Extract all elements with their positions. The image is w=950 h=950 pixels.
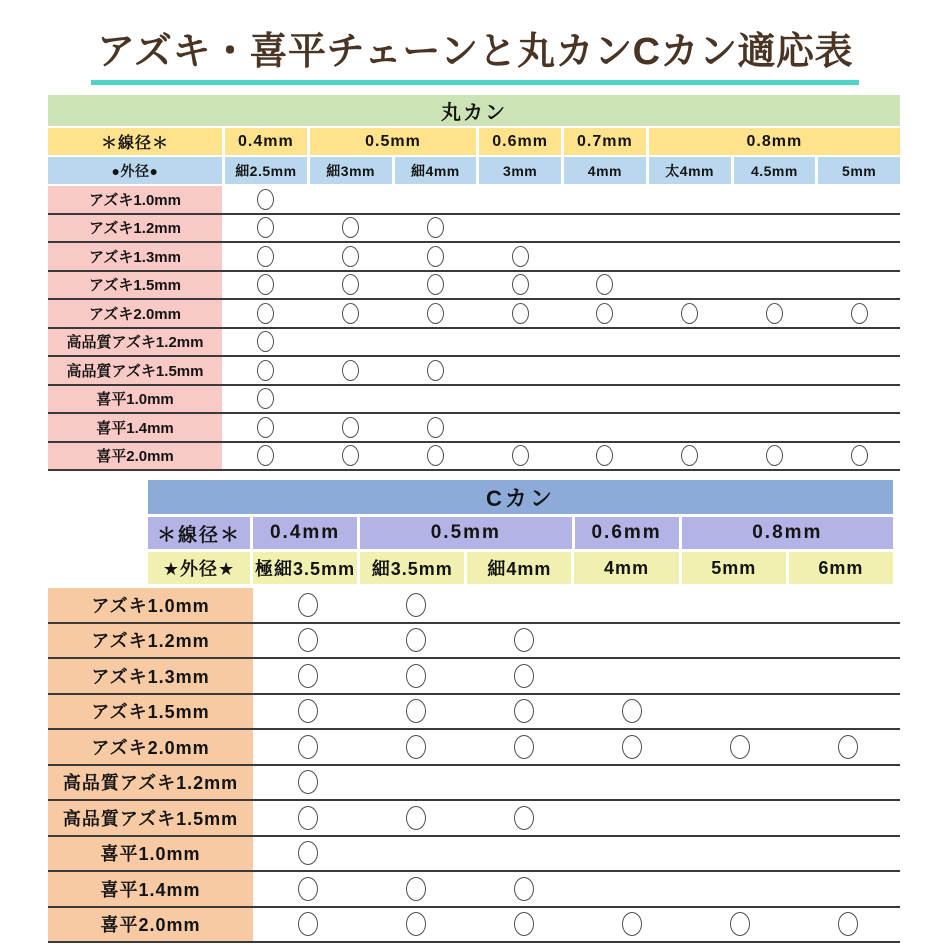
compat-cell bbox=[818, 329, 900, 356]
marukan-table-row bbox=[48, 186, 900, 215]
compatible-circle-icon bbox=[406, 735, 426, 759]
ckan-wire-diameter-label: ＊線径＊ bbox=[148, 517, 250, 549]
marukan-wire-diameter-label: ＊線径＊ bbox=[48, 128, 222, 155]
compat-cell bbox=[687, 908, 792, 942]
compat-cell bbox=[395, 300, 477, 327]
row-label: 喜平1.4mm bbox=[48, 872, 253, 906]
compat-cell bbox=[479, 215, 561, 242]
compat-cell bbox=[310, 414, 392, 441]
compat-cell bbox=[395, 186, 477, 213]
compat-cell bbox=[564, 272, 646, 299]
marukan-table-row bbox=[48, 272, 900, 301]
compat-cell bbox=[364, 624, 469, 658]
compat-cell bbox=[734, 329, 816, 356]
compat-cell bbox=[225, 357, 307, 384]
marukan-table-row bbox=[48, 357, 900, 386]
compat-cell bbox=[564, 215, 646, 242]
page-header bbox=[0, 20, 950, 85]
compat-cell bbox=[310, 329, 392, 356]
compatible-circle-icon bbox=[512, 445, 529, 466]
ckan-table-header bbox=[148, 480, 893, 584]
row-label: アズキ1.3mm bbox=[48, 659, 253, 693]
ckan-table-row bbox=[48, 801, 900, 837]
marukan-table-row bbox=[48, 414, 900, 443]
compatible-circle-icon bbox=[514, 912, 534, 936]
compatible-circle-icon bbox=[514, 806, 534, 830]
compatible-circle-icon bbox=[427, 274, 444, 295]
compat-cell bbox=[795, 695, 900, 729]
compatible-circle-icon bbox=[257, 274, 274, 295]
compatible-circle-icon bbox=[406, 699, 426, 723]
compat-cell bbox=[395, 357, 477, 384]
compat-cell bbox=[479, 186, 561, 213]
compat-cell bbox=[580, 624, 685, 658]
compat-cell bbox=[734, 443, 816, 470]
row-label: アズキ2.0mm bbox=[48, 730, 253, 764]
compat-cell bbox=[225, 329, 307, 356]
compatible-circle-icon bbox=[298, 593, 318, 617]
compat-cell bbox=[225, 186, 307, 213]
compat-cell bbox=[649, 386, 731, 413]
compat-cell bbox=[395, 243, 477, 270]
compat-cell bbox=[734, 272, 816, 299]
compatible-circle-icon bbox=[257, 246, 274, 267]
row-label: 高品質アズキ1.2mm bbox=[48, 329, 222, 356]
ckan-table-row bbox=[48, 908, 900, 944]
compat-cell bbox=[580, 695, 685, 729]
compatible-circle-icon bbox=[342, 417, 359, 438]
ckan-wire-diameter-row bbox=[148, 517, 893, 549]
compatible-circle-icon bbox=[622, 699, 642, 723]
compat-cell bbox=[649, 329, 731, 356]
row-label: アズキ1.2mm bbox=[48, 624, 253, 658]
compat-cell bbox=[310, 272, 392, 299]
compat-cell bbox=[364, 766, 469, 800]
compat-cell bbox=[479, 243, 561, 270]
compat-cell bbox=[472, 872, 577, 906]
compatible-circle-icon bbox=[838, 735, 858, 759]
ckan-wire-diameter-value: 0.8mm bbox=[682, 517, 893, 549]
row-label: 喜平1.4mm bbox=[48, 414, 222, 441]
compatible-circle-icon bbox=[342, 360, 359, 381]
marukan-outer-diameter-value: 3mm bbox=[479, 157, 561, 184]
ckan-wire-diameter-value: 0.6mm bbox=[575, 517, 679, 549]
compatible-circle-icon bbox=[512, 303, 529, 324]
compat-cell bbox=[364, 659, 469, 693]
compat-cell bbox=[395, 329, 477, 356]
compatible-circle-icon bbox=[406, 877, 426, 901]
row-label: アズキ1.3mm bbox=[48, 243, 222, 270]
compatible-circle-icon bbox=[427, 417, 444, 438]
row-label: 高品質アズキ1.2mm bbox=[48, 766, 253, 800]
compat-cell bbox=[795, 730, 900, 764]
compat-cell bbox=[580, 801, 685, 835]
compat-cell bbox=[472, 659, 577, 693]
compat-cell bbox=[649, 243, 731, 270]
row-label: 喜平2.0mm bbox=[48, 443, 222, 470]
ckan-outer-diameter-row bbox=[148, 552, 893, 584]
compat-cell bbox=[795, 659, 900, 693]
compatible-circle-icon bbox=[730, 912, 750, 936]
compatible-circle-icon bbox=[514, 735, 534, 759]
compat-cell bbox=[364, 801, 469, 835]
compat-cell bbox=[649, 414, 731, 441]
marukan-table-row bbox=[48, 329, 900, 358]
compat-cell bbox=[364, 730, 469, 764]
compat-cell bbox=[687, 766, 792, 800]
compat-cell bbox=[472, 908, 577, 942]
compatible-circle-icon bbox=[427, 303, 444, 324]
compat-cell bbox=[479, 329, 561, 356]
compatible-circle-icon bbox=[514, 628, 534, 652]
compat-cell bbox=[310, 186, 392, 213]
compat-cell bbox=[395, 443, 477, 470]
compatible-circle-icon bbox=[298, 735, 318, 759]
compat-cell bbox=[580, 730, 685, 764]
compatible-circle-icon bbox=[514, 699, 534, 723]
marukan-table-row bbox=[48, 215, 900, 244]
ckan-table-row bbox=[48, 730, 900, 766]
compat-cell bbox=[310, 386, 392, 413]
compat-cell bbox=[649, 357, 731, 384]
compatible-circle-icon bbox=[596, 445, 613, 466]
compatible-circle-icon bbox=[851, 445, 868, 466]
compat-cell bbox=[580, 908, 685, 942]
marukan-outer-diameter-row bbox=[48, 157, 900, 184]
compatible-circle-icon bbox=[257, 189, 274, 210]
compat-cell bbox=[479, 300, 561, 327]
compat-cell bbox=[564, 443, 646, 470]
row-label: 高品質アズキ1.5mm bbox=[48, 801, 253, 835]
compat-cell bbox=[580, 837, 685, 871]
compat-cell bbox=[472, 695, 577, 729]
marukan-outer-diameter-value: 4.5mm bbox=[734, 157, 816, 184]
compat-cell bbox=[479, 357, 561, 384]
compat-cell bbox=[364, 908, 469, 942]
compat-cell bbox=[687, 730, 792, 764]
compat-cell bbox=[564, 386, 646, 413]
compatible-circle-icon bbox=[596, 303, 613, 324]
compat-cell bbox=[580, 659, 685, 693]
compatible-circle-icon bbox=[596, 274, 613, 295]
marukan-outer-diameter-value: 太4mm bbox=[649, 157, 731, 184]
compat-cell bbox=[734, 300, 816, 327]
compat-cell bbox=[564, 300, 646, 327]
row-label: アズキ1.5mm bbox=[48, 695, 253, 729]
compat-cell bbox=[364, 872, 469, 906]
compat-cell bbox=[364, 588, 469, 622]
compat-cell bbox=[818, 215, 900, 242]
compat-cell bbox=[472, 766, 577, 800]
row-label: アズキ1.5mm bbox=[48, 272, 222, 299]
compatible-circle-icon bbox=[298, 628, 318, 652]
compat-cell bbox=[225, 443, 307, 470]
compat-cell bbox=[564, 357, 646, 384]
compat-cell bbox=[564, 243, 646, 270]
compat-cell bbox=[687, 695, 792, 729]
marukan-outer-diameter-value: 細3mm bbox=[310, 157, 392, 184]
compatible-circle-icon bbox=[766, 445, 783, 466]
ckan-table-row bbox=[48, 872, 900, 908]
compat-cell bbox=[472, 837, 577, 871]
row-label: 喜平2.0mm bbox=[48, 908, 253, 942]
ckan-outer-diameter-value: 細3.5mm bbox=[360, 552, 464, 584]
row-label: 高品質アズキ1.5mm bbox=[48, 357, 222, 384]
compatible-circle-icon bbox=[257, 331, 274, 352]
compatible-circle-icon bbox=[342, 274, 359, 295]
marukan-table-title: 丸カン bbox=[48, 95, 900, 126]
ckan-table-title: Cカン bbox=[148, 480, 893, 514]
ckan-outer-diameter-value: 細4mm bbox=[467, 552, 571, 584]
compat-cell bbox=[479, 414, 561, 441]
compat-cell bbox=[795, 588, 900, 622]
compatible-circle-icon bbox=[512, 274, 529, 295]
row-label: 喜平1.0mm bbox=[48, 386, 222, 413]
compatible-circle-icon bbox=[766, 303, 783, 324]
compatible-circle-icon bbox=[342, 246, 359, 267]
compat-cell bbox=[818, 386, 900, 413]
compatible-circle-icon bbox=[257, 417, 274, 438]
compat-cell bbox=[395, 386, 477, 413]
compat-cell bbox=[734, 186, 816, 213]
compat-cell bbox=[225, 300, 307, 327]
compatible-circle-icon bbox=[838, 912, 858, 936]
marukan-table bbox=[48, 95, 900, 471]
compatible-circle-icon bbox=[298, 699, 318, 723]
ckan-outer-diameter-value: 6mm bbox=[789, 552, 893, 584]
ckan-outer-diameter-label: ★外径★ bbox=[148, 552, 250, 584]
compat-cell bbox=[818, 243, 900, 270]
compat-cell bbox=[734, 243, 816, 270]
compat-cell bbox=[818, 272, 900, 299]
compat-cell bbox=[818, 414, 900, 441]
compatible-circle-icon bbox=[851, 303, 868, 324]
compat-cell bbox=[256, 908, 361, 942]
compatible-circle-icon bbox=[406, 593, 426, 617]
compat-cell bbox=[818, 300, 900, 327]
compatible-circle-icon bbox=[257, 360, 274, 381]
row-label: アズキ1.0mm bbox=[48, 588, 253, 622]
compat-cell bbox=[687, 872, 792, 906]
ckan-table-row bbox=[48, 766, 900, 802]
compat-cell bbox=[564, 329, 646, 356]
compatible-circle-icon bbox=[406, 912, 426, 936]
compatible-circle-icon bbox=[257, 445, 274, 466]
compatible-circle-icon bbox=[298, 841, 318, 865]
compat-cell bbox=[818, 357, 900, 384]
compat-cell bbox=[687, 588, 792, 622]
compat-cell bbox=[310, 443, 392, 470]
compat-cell bbox=[256, 837, 361, 871]
compat-cell bbox=[649, 186, 731, 213]
ckan-wire-diameter-value: 0.5mm bbox=[360, 517, 571, 549]
compat-cell bbox=[310, 357, 392, 384]
compatible-circle-icon bbox=[257, 217, 274, 238]
compat-cell bbox=[225, 272, 307, 299]
ckan-outer-diameter-value: 極細3.5mm bbox=[253, 552, 357, 584]
compat-cell bbox=[256, 695, 361, 729]
compat-cell bbox=[580, 766, 685, 800]
compatible-circle-icon bbox=[512, 246, 529, 267]
compatible-circle-icon bbox=[257, 388, 274, 409]
marukan-rows bbox=[48, 186, 900, 471]
marukan-wire-diameter-value: 0.8mm bbox=[649, 128, 900, 155]
row-label: 喜平1.0mm bbox=[48, 837, 253, 871]
compat-cell bbox=[364, 837, 469, 871]
compat-cell bbox=[256, 624, 361, 658]
compat-cell bbox=[256, 801, 361, 835]
compatible-circle-icon bbox=[514, 877, 534, 901]
compat-cell bbox=[649, 215, 731, 242]
compat-cell bbox=[795, 624, 900, 658]
marukan-table-row bbox=[48, 243, 900, 272]
row-label: アズキ2.0mm bbox=[48, 300, 222, 327]
ckan-table-row bbox=[48, 624, 900, 660]
compat-cell bbox=[364, 695, 469, 729]
compatible-circle-icon bbox=[622, 735, 642, 759]
compat-cell bbox=[472, 588, 577, 622]
compat-cell bbox=[395, 215, 477, 242]
marukan-outer-diameter-value: 細2.5mm bbox=[225, 157, 307, 184]
compatible-circle-icon bbox=[427, 360, 444, 381]
compat-cell bbox=[479, 386, 561, 413]
compatible-circle-icon bbox=[514, 664, 534, 688]
ckan-table-row bbox=[48, 588, 900, 624]
compat-cell bbox=[395, 414, 477, 441]
compat-cell bbox=[795, 766, 900, 800]
compat-cell bbox=[256, 766, 361, 800]
compat-cell bbox=[310, 215, 392, 242]
compat-cell bbox=[472, 624, 577, 658]
page-title: アズキ・喜平チェーンと丸カンCカン適応表 bbox=[91, 20, 859, 85]
compatible-circle-icon bbox=[427, 246, 444, 267]
compatible-circle-icon bbox=[427, 217, 444, 238]
row-label: アズキ1.2mm bbox=[48, 215, 222, 242]
compat-cell bbox=[580, 872, 685, 906]
ckan-table-row bbox=[48, 695, 900, 731]
marukan-table-row bbox=[48, 443, 900, 472]
compat-cell bbox=[479, 443, 561, 470]
marukan-outer-diameter-value: 細4mm bbox=[395, 157, 477, 184]
compat-cell bbox=[818, 443, 900, 470]
compatible-circle-icon bbox=[257, 303, 274, 324]
ckan-wire-diameter-value: 0.4mm bbox=[253, 517, 357, 549]
compat-cell bbox=[734, 357, 816, 384]
compat-cell bbox=[225, 414, 307, 441]
compat-cell bbox=[225, 243, 307, 270]
compat-cell bbox=[649, 443, 731, 470]
marukan-wire-diameter-row bbox=[48, 128, 900, 155]
compat-cell bbox=[687, 624, 792, 658]
compat-cell bbox=[687, 659, 792, 693]
compatible-circle-icon bbox=[622, 912, 642, 936]
compat-cell bbox=[795, 908, 900, 942]
compat-cell bbox=[395, 272, 477, 299]
compat-cell bbox=[734, 215, 816, 242]
compatible-circle-icon bbox=[681, 303, 698, 324]
compat-cell bbox=[310, 243, 392, 270]
compat-cell bbox=[649, 300, 731, 327]
compatible-circle-icon bbox=[681, 445, 698, 466]
compatible-circle-icon bbox=[427, 445, 444, 466]
compatible-circle-icon bbox=[406, 806, 426, 830]
row-label: アズキ1.0mm bbox=[48, 186, 222, 213]
compat-cell bbox=[649, 272, 731, 299]
compat-cell bbox=[256, 588, 361, 622]
compatible-circle-icon bbox=[730, 735, 750, 759]
marukan-table-row bbox=[48, 300, 900, 329]
ckan-outer-diameter-value: 4mm bbox=[574, 552, 678, 584]
compat-cell bbox=[256, 872, 361, 906]
ckan-table-row bbox=[48, 837, 900, 873]
compat-cell bbox=[795, 837, 900, 871]
compat-cell bbox=[310, 300, 392, 327]
marukan-outer-diameter-label: ●外径● bbox=[48, 157, 222, 184]
marukan-wire-diameter-value: 0.7mm bbox=[564, 128, 646, 155]
marukan-outer-diameter-value: 4mm bbox=[564, 157, 646, 184]
compat-cell bbox=[479, 272, 561, 299]
marukan-wire-diameter-value: 0.5mm bbox=[310, 128, 477, 155]
compat-cell bbox=[795, 801, 900, 835]
marukan-wire-diameter-value: 0.6mm bbox=[479, 128, 561, 155]
compat-cell bbox=[687, 801, 792, 835]
ckan-outer-diameter-value: 5mm bbox=[682, 552, 786, 584]
compat-cell bbox=[564, 186, 646, 213]
compat-cell bbox=[564, 414, 646, 441]
marukan-outer-diameter-value: 5mm bbox=[818, 157, 900, 184]
compatible-circle-icon bbox=[342, 445, 359, 466]
compat-cell bbox=[687, 837, 792, 871]
compat-cell bbox=[256, 659, 361, 693]
compat-cell bbox=[256, 730, 361, 764]
compat-cell bbox=[472, 730, 577, 764]
compatible-circle-icon bbox=[298, 912, 318, 936]
marukan-table-row bbox=[48, 386, 900, 415]
compatible-circle-icon bbox=[342, 303, 359, 324]
compatible-circle-icon bbox=[342, 217, 359, 238]
compat-cell bbox=[472, 801, 577, 835]
compatible-circle-icon bbox=[298, 877, 318, 901]
ckan-rows bbox=[48, 588, 900, 943]
compatible-circle-icon bbox=[298, 770, 318, 794]
compat-cell bbox=[734, 414, 816, 441]
compat-cell bbox=[818, 186, 900, 213]
compatible-circle-icon bbox=[406, 628, 426, 652]
compat-cell bbox=[580, 588, 685, 622]
compatible-circle-icon bbox=[298, 664, 318, 688]
compatible-circle-icon bbox=[406, 664, 426, 688]
compat-cell bbox=[225, 386, 307, 413]
ckan-table-row bbox=[48, 659, 900, 695]
compat-cell bbox=[795, 872, 900, 906]
compat-cell bbox=[225, 215, 307, 242]
compatible-circle-icon bbox=[298, 806, 318, 830]
compat-cell bbox=[734, 386, 816, 413]
marukan-wire-diameter-value: 0.4mm bbox=[225, 128, 307, 155]
